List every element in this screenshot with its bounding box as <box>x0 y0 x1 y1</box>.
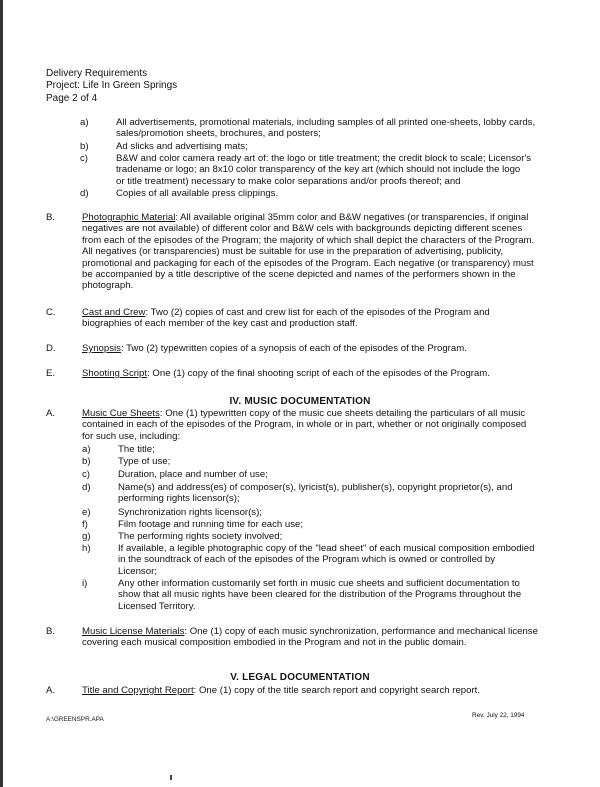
list-marker: b) <box>82 456 91 467</box>
music-b-line: : One (1) copy of each music synchronization, performance and mechanical license <box>184 626 538 637</box>
section-c-line: : Two (2) copies of cast and crew list for each of the episodes of the Program and <box>145 307 490 318</box>
music-a-paragraph <box>82 408 562 442</box>
legal-section-title: V. LEGAL DOCUMENTATION <box>230 672 370 683</box>
section-b-paragraph <box>82 212 562 292</box>
scan-edge <box>0 0 3 787</box>
list-item-line: Film footage and running time for each use; <box>118 519 304 530</box>
footer-file-path: A:\GREENSPR.APA <box>46 716 104 723</box>
section-b-line: be accompanied by a title descriptive of the scene depicted and names of the performers shown in the <box>82 269 516 281</box>
legal-a-text: : One (1) copy of the title search report and copyright search report. <box>193 685 480 696</box>
list-item-line: Licensed Territory. <box>118 600 196 612</box>
music-b-heading: Music License Materials <box>82 626 185 637</box>
list-item-line: All advertisements, promotional materials, including samples of all printed one-sheets, lobby cards, <box>116 117 536 128</box>
list-item-line: The title; <box>118 444 155 455</box>
list-marker: f) <box>82 519 88 530</box>
list-item <box>118 444 558 455</box>
list-item-line: tradename or logo; an 8x10 color transparency of the key art (which should not include the logo <box>116 164 521 176</box>
section-d-paragraph <box>82 343 562 354</box>
section-b-heading: Photographic Material <box>82 212 176 223</box>
list-item-line: or title treatment) necessary to make color separations and/or proofs thereof; and <box>116 175 461 187</box>
list-item-line: Ad slicks and advertising mats; <box>116 141 248 152</box>
music-a-line: contained in each of the episodes of the Program, in whole or in part, whether or not originally composed <box>82 419 527 431</box>
list-item <box>118 469 558 480</box>
section-c-line: biographies of each member of the key cast and production staff. <box>82 318 358 330</box>
list-item-line: in the soundtrack of each of the episodes of the Program which is owned or controlled by <box>118 554 496 566</box>
list-item-line: B&W and color camera ready art of: the logo or title treatment; the credit block to scale; Licensor's <box>116 153 532 164</box>
music-b-line: covering each musical composition embodied in the Program and not in the public domain. <box>82 637 467 649</box>
legal-a-heading: Title and Copyright Report <box>82 685 194 696</box>
list-marker: h) <box>82 543 91 554</box>
list-marker: e) <box>82 507 91 518</box>
list-item <box>116 153 556 187</box>
section-e-marker: E. <box>46 368 56 379</box>
header-page-number: Page 2 of 4 <box>46 92 98 104</box>
section-b-line: All negatives (or transparencies) must be suitable for use in the preparation of advertising, publicity, <box>82 246 504 258</box>
list-item <box>118 482 558 505</box>
list-item-line: show that all music rights have been cleared for the distribution of the Programs throughout the <box>118 589 522 601</box>
list-item <box>118 519 558 530</box>
list-item-line: sales/promotion sheets, brochures, and posters; <box>116 128 321 140</box>
scan-speck <box>170 775 172 780</box>
list-item <box>116 117 556 140</box>
section-e-heading: Shooting Script <box>82 368 148 379</box>
list-item-line: Duration, place and number of use; <box>118 469 268 480</box>
section-b-line: : All available original 35mm color and B&W negatives (or transparencies, if original <box>175 212 529 223</box>
section-c-paragraph <box>82 307 562 330</box>
list-item-line: performing rights licensor(s); <box>118 493 240 505</box>
section-c-heading: Cast and Crew <box>82 307 146 318</box>
list-marker: a) <box>82 444 91 455</box>
list-item-line: Type of use; <box>118 456 171 467</box>
legal-a-paragraph <box>82 685 562 696</box>
section-b-line: from each of the episodes of the Program; the majority of which shall depict the characters of the Program. <box>82 234 535 246</box>
music-b-marker: B. <box>46 626 56 637</box>
list-item-line: If available, a legible photographic copy of the "lead sheet" of each musical composition embodied <box>118 543 535 554</box>
list-marker: i) <box>82 578 88 589</box>
list-item <box>116 141 556 152</box>
list-marker: c) <box>82 469 90 480</box>
list-item-line: Licensor; <box>118 565 157 577</box>
list-marker: g) <box>82 531 91 542</box>
music-a-heading: Music Cue Sheets <box>82 408 160 419</box>
header-project: Project: Life In Green Springs <box>46 80 178 92</box>
list-item <box>118 456 558 467</box>
section-b-line: photograph. <box>82 280 134 292</box>
list-marker: d) <box>82 482 91 493</box>
list-item <box>118 543 558 577</box>
music-a-line: for such use, including: <box>82 430 181 442</box>
music-b-paragraph <box>82 626 562 649</box>
music-a-marker: A. <box>46 408 56 419</box>
section-c-marker: C. <box>46 307 56 318</box>
list-marker: d) <box>80 188 89 199</box>
list-item <box>118 531 558 542</box>
list-item <box>116 188 556 199</box>
list-item-line: The performing rights society involved; <box>118 531 283 542</box>
list-item <box>118 578 558 612</box>
list-item-line: Synchronization rights licensor(s); <box>118 507 262 518</box>
list-item-line: Copies of all available press clippings. <box>116 188 279 199</box>
header-title: Delivery Requirements <box>46 68 148 79</box>
list-item <box>118 507 558 518</box>
list-marker: c) <box>80 153 88 164</box>
list-item-line: Any other information customarily set forth in music cue sheets and sufficient documentation to <box>118 578 520 589</box>
section-b-line: promotional and packaging for each of the episodes of the Program. Each negative (or transparency) must <box>82 257 534 269</box>
section-d-text: : Two (2) typewritten copies of a synopsis of each of the episodes of the Program. <box>120 343 467 354</box>
section-b-line: negatives are not available) of different color and B&W cels with backgrounds depicting different scenes <box>82 223 523 235</box>
list-item-line: Name(s) and address(es) of composer(s), lyricist(s), publisher(s), copyright proprietor(s), and <box>118 482 513 493</box>
section-d-marker: D. <box>46 343 56 354</box>
document-header <box>46 68 346 105</box>
legal-a-marker: A. <box>46 685 56 696</box>
footer-revision-date: Rev. July 22, 1994 <box>472 712 525 719</box>
music-section-title: IV. MUSIC DOCUMENTATION <box>229 396 371 407</box>
section-e-paragraph <box>82 368 562 379</box>
list-marker: b) <box>80 141 89 152</box>
section-e-text: : One (1) copy of the final shooting script of each of the episodes of the Program. <box>147 368 490 379</box>
section-b-marker: B. <box>46 212 56 223</box>
music-a-line: : One (1) typewritten copy of the music cue sheets detailing the particulars of all music <box>159 408 526 419</box>
list-marker: a) <box>80 117 89 128</box>
section-d-heading: Synopsis <box>82 343 121 354</box>
